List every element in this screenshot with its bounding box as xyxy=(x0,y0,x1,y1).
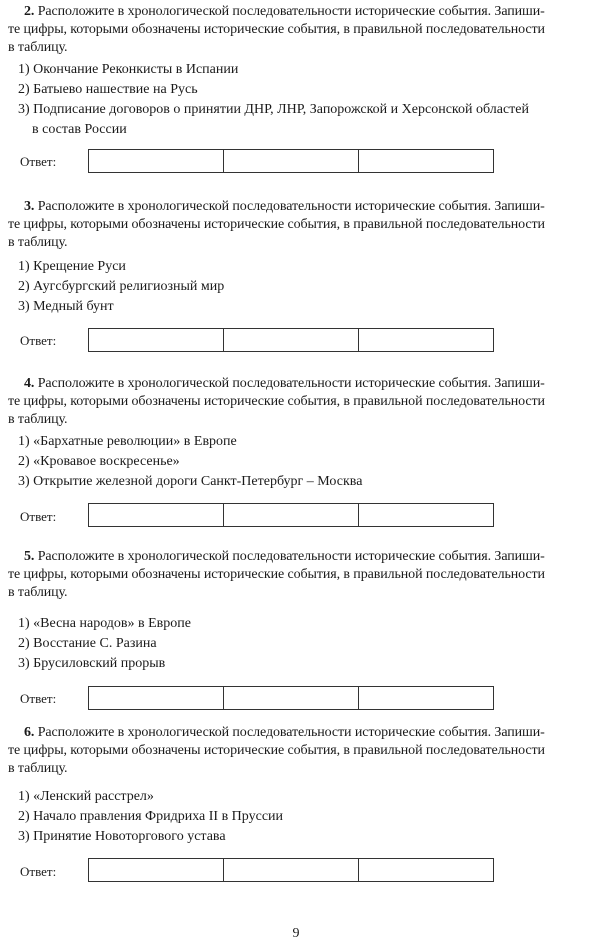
answer-cell-2[interactable] xyxy=(223,150,358,172)
option-1: 1) Окончание Реконкисты в Испании xyxy=(18,62,239,77)
answer-cell-3[interactable] xyxy=(358,687,493,709)
prompt-line: Расположите в хронологической последовательности исторические события. Запиши- xyxy=(37,725,545,740)
task-number: 3. xyxy=(24,199,35,214)
prompt-line: в таблицу. xyxy=(8,761,68,776)
task-4-options xyxy=(18,432,578,492)
prompt-line: те цифры, которыми обозначены исторические события, в правильной последовательности xyxy=(8,217,545,232)
task-4-prompt xyxy=(8,375,588,429)
answer-cell-1[interactable] xyxy=(89,329,223,351)
prompt-line: те цифры, которыми обозначены исторические события, в правильной последовательности xyxy=(8,567,545,582)
answer-label: Ответ: xyxy=(20,864,57,879)
prompt-line: Расположите в хронологической последовательности исторические события. Запиши- xyxy=(37,4,545,19)
page-number: 9 xyxy=(292,926,300,941)
answer-cell-3[interactable] xyxy=(358,150,493,172)
answer-cell-2[interactable] xyxy=(223,504,358,526)
task-6-prompt xyxy=(8,724,588,778)
answer-label: Ответ: xyxy=(20,154,57,169)
task-number: 6. xyxy=(24,725,35,740)
answer-label: Ответ: xyxy=(20,691,57,706)
task-3-prompt xyxy=(8,198,588,252)
answer-cell-1[interactable] xyxy=(89,687,223,709)
task-number: 4. xyxy=(24,376,35,391)
option-3: 3) Брусиловский прорыв xyxy=(18,656,166,671)
task-2-options xyxy=(18,60,578,140)
answer-cell-3[interactable] xyxy=(358,329,493,351)
option-3: 3) Медный бунт xyxy=(18,299,114,314)
task-3-options xyxy=(18,257,578,317)
answer-cell-2[interactable] xyxy=(223,859,358,881)
task-5-options xyxy=(18,614,578,674)
task-2-prompt xyxy=(8,3,588,57)
answer-table xyxy=(88,149,494,173)
prompt-line: те цифры, которыми обозначены исторические события, в правильной последовательности xyxy=(8,394,545,409)
task-number: 5. xyxy=(24,549,35,564)
prompt-line: в таблицу. xyxy=(8,235,68,250)
prompt-line: в таблицу. xyxy=(8,40,68,55)
answer-cell-1[interactable] xyxy=(89,504,223,526)
option-3: 3) Принятие Новоторгового устава xyxy=(18,829,226,844)
answer-cell-3[interactable] xyxy=(358,504,493,526)
prompt-line: Расположите в хронологической последовательности исторические события. Запиши- xyxy=(37,376,545,391)
answer-table xyxy=(88,328,494,352)
option-3: 3) Открытие железной дороги Санкт-Петербург – Москва xyxy=(18,474,363,489)
option-1: 1) «Ленский расстрел» xyxy=(18,789,154,804)
option-2: 2) Батыево нашествие на Русь xyxy=(18,82,198,97)
prompt-line: Расположите в хронологической последовательности исторические события. Запиши- xyxy=(37,549,545,564)
option-3: 3) Подписание договоров о принятии ДНР, ЛНР, Запорожской и Херсонской областей xyxy=(18,102,530,117)
answer-cell-3[interactable] xyxy=(358,859,493,881)
option-1: 1) «Весна народов» в Европе xyxy=(18,616,191,631)
answer-table xyxy=(88,686,494,710)
answer-cell-1[interactable] xyxy=(89,859,223,881)
option-1: 1) Крещение Руси xyxy=(18,259,126,274)
answer-label: Ответ: xyxy=(20,509,57,524)
option-2: 2) Восстание С. Разина xyxy=(18,636,157,651)
prompt-line: те цифры, которыми обозначены исторические события, в правильной последовательности xyxy=(8,22,545,37)
option-3-continuation: в состав России xyxy=(32,122,127,137)
answer-cell-2[interactable] xyxy=(223,329,358,351)
option-1: 1) «Бархатные революции» в Европе xyxy=(18,434,237,449)
task-number: 2. xyxy=(24,4,35,19)
task-6-options xyxy=(18,787,578,847)
answer-cell-2[interactable] xyxy=(223,687,358,709)
answer-cell-1[interactable] xyxy=(89,150,223,172)
option-2: 2) Аугсбургский религиозный мир xyxy=(18,279,225,294)
prompt-line: в таблицу. xyxy=(8,412,68,427)
task-5-prompt xyxy=(8,548,588,602)
prompt-line: Расположите в хронологической последовательности исторические события. Запиши- xyxy=(37,199,545,214)
answer-table xyxy=(88,858,494,882)
answer-label: Ответ: xyxy=(20,333,57,348)
prompt-line: те цифры, которыми обозначены исторические события, в правильной последовательности xyxy=(8,743,545,758)
option-2: 2) «Кровавое воскресенье» xyxy=(18,454,180,469)
option-2: 2) Начало правления Фридриха II в Пруссии xyxy=(18,809,284,824)
prompt-line: в таблицу. xyxy=(8,585,68,600)
answer-table xyxy=(88,503,494,527)
